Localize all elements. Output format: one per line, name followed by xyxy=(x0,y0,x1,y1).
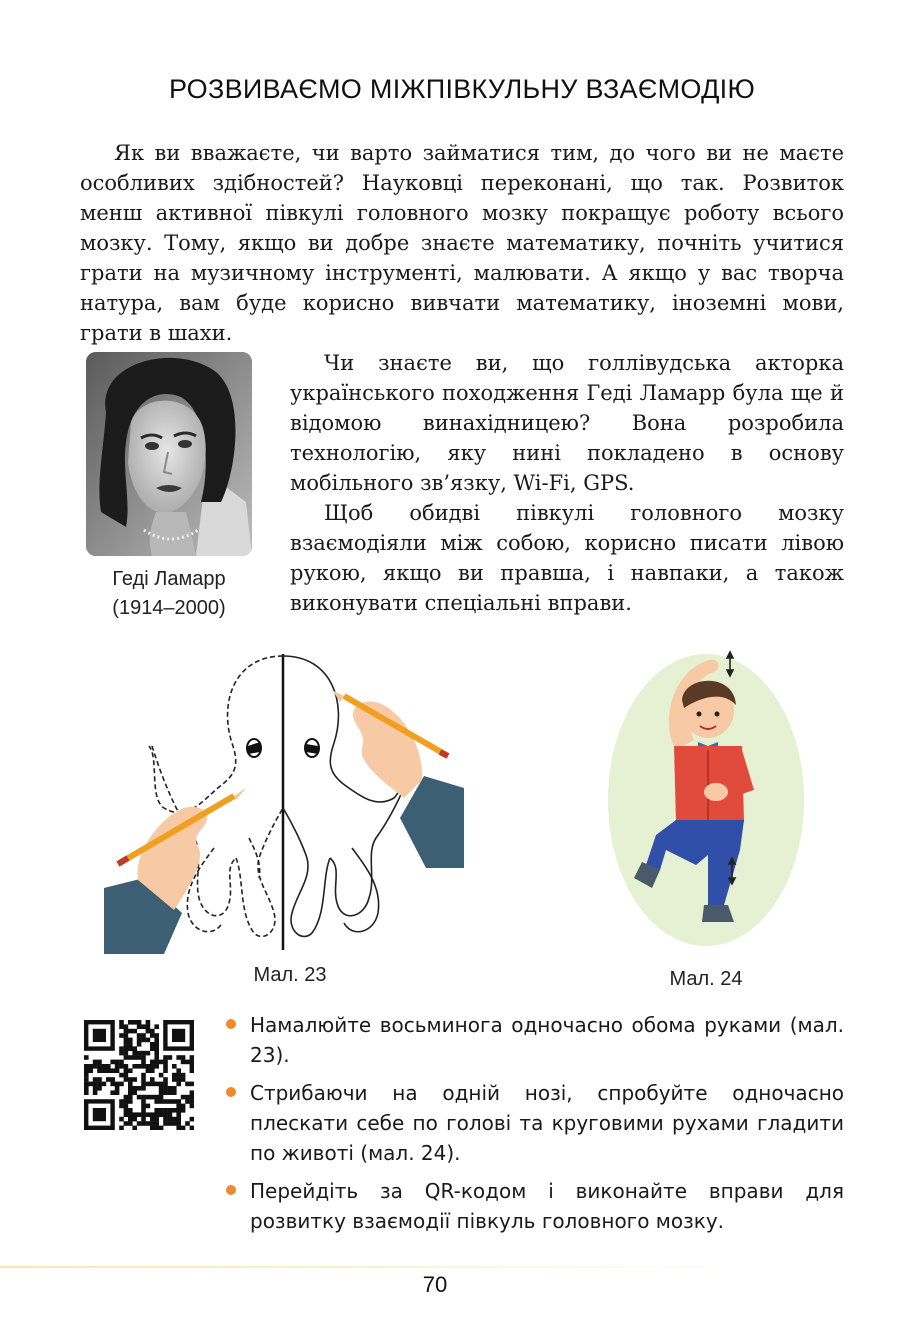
footer-divider xyxy=(0,1266,744,1268)
list-item-text: Намалюйте восьминога одночасно обома руками (мал. 23). xyxy=(250,1013,844,1067)
list-item-text: Стрибаючи на одній нозі, спробуйте одночасно плескати себе по голові та круговими рухами гладити по животі (мал. 24). xyxy=(250,1081,844,1165)
hedy-lamarr-portrait xyxy=(86,352,252,556)
figure-23-caption: Мал. 23 xyxy=(253,964,327,986)
list-item xyxy=(226,1078,844,1168)
list-item-text: Перейдіть за QR-кодом і виконайте вправи для розвитку взаємодії півкуль головного мозку. xyxy=(250,1179,844,1233)
intro-paragraph: Як ви вважаєте, чи варто займатися тим, до чого ви не маєте особливих здібностей? Науковці переконані, що так. Розвиток менш активної півкулі головного мозку покращує роботу всього мозку. Тому, якщо ви добре знаєте математику, почніть учитися грати на музичному інструменті, малювати. А якщо у вас творча натура, вам буде корисно вивчати математику, іноземні мови, грати в шахи. xyxy=(80,141,844,345)
figure-24-caption: Мал. 24 xyxy=(669,968,743,990)
portrait-caption xyxy=(80,565,258,623)
portrait-caption-years: (1914–2000) xyxy=(112,597,226,619)
qr-code-icon[interactable] xyxy=(84,1020,194,1130)
exercise-list xyxy=(226,1010,844,1244)
right-column xyxy=(290,348,844,618)
boy-hopping-figure xyxy=(604,650,808,950)
portrait-caption-name: Геді Ламарр xyxy=(112,568,226,590)
lamarr-paragraph: Чи знаєте ви, що голлівудська акторка українського походження Геді Ламарр була ще й відомою винахідницею? Вона розробила технологію, яку нині покладено в основу мобільного зв’язку, Wi-Fi, GPS. xyxy=(290,351,844,495)
page-number: 70 xyxy=(422,1272,448,1297)
hands-paragraph: Щоб обидві півкулі головного мозку взаємодіяли між собою, корисно писати лівою рукою, якщо ви правша, і навпаки, а також виконувати спеціальні вправи. xyxy=(290,501,844,615)
bullet-dot-icon xyxy=(226,1087,236,1097)
list-item xyxy=(226,1176,844,1236)
list-item xyxy=(226,1010,844,1070)
bullet-dot-icon xyxy=(226,1019,236,1029)
octopus-drawing-figure xyxy=(104,648,464,956)
bullet-dot-icon xyxy=(226,1185,236,1195)
page-title: РОЗВИВАЄМО МІЖПІВКУЛЬНУ ВЗАЄМОДІЮ xyxy=(168,74,756,104)
